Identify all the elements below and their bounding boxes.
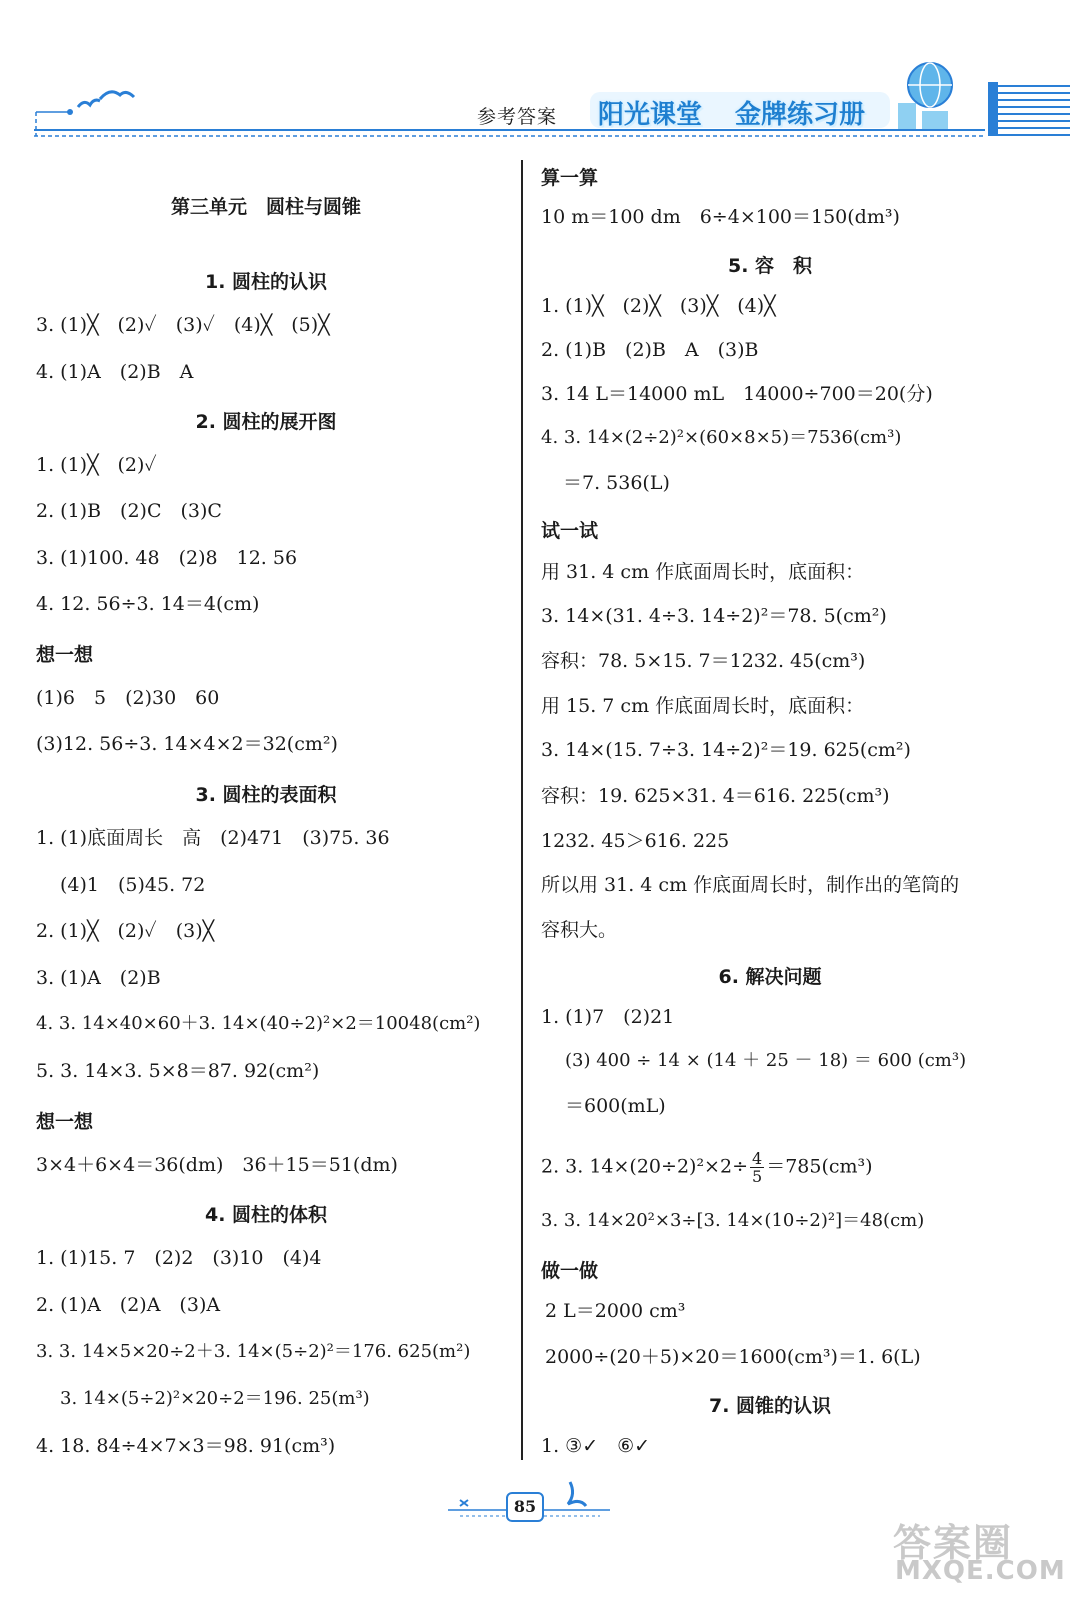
answer-line: 4. 3. 14×(2÷2)²×(60×8×5)＝7536(cm³)	[541, 427, 902, 448]
subsection-title: 做一做	[541, 1260, 599, 1282]
brand-title: 阳光课堂	[598, 100, 703, 130]
subsection-title: 想一想	[36, 1111, 94, 1133]
answer-line: 3. (1)A (2)B	[36, 967, 161, 989]
answer-line: 3. 3. 14×5×20÷2＋3. 14×(5÷2)²＝176. 625(m²)	[36, 1341, 471, 1362]
answer-line: 3. 14×(31. 4÷3. 14÷2)²＝78. 5(cm²)	[541, 605, 887, 627]
answer-line: 2 L＝2000 cm³	[545, 1300, 686, 1322]
answer-line: 容积大。	[541, 919, 618, 941]
expression-text: 2. 3. 14×(20÷2)²×2÷	[541, 1155, 748, 1178]
answer-line: 用 15. 7 cm 作底面周长时，底面积：	[541, 695, 865, 717]
answer-line: 10 m＝100 dm 6÷4×100＝150(dm³)	[541, 206, 900, 228]
page-number: 85	[506, 1492, 544, 1522]
answer-line: (3)12. 56÷3. 14×4×2＝32(cm²)	[36, 733, 338, 755]
answer-line: 容积：78. 5×15. 7＝1232. 45(cm³)	[541, 650, 866, 672]
globe-icon	[880, 55, 960, 135]
answer-line: 1. (1)底面周长 高 (2)471 (3)75. 36	[36, 827, 390, 849]
answer-line: ＝7. 536(L)	[563, 472, 670, 494]
section-title: 2. 圆柱的展开图	[195, 411, 337, 433]
answer-line: 5. 3. 14×3. 5×8＝87. 92(cm²)	[36, 1060, 320, 1082]
unit-title: 第三单元 圆柱与圆锥	[170, 196, 361, 218]
answer-line: 1. (1)╳ (2)✓	[36, 454, 157, 476]
answer-line: (1)6 5 (2)30 60	[36, 687, 220, 709]
answer-line: 4. 3. 14×40×60＋3. 14×(40÷2)²×2＝10048(cm²)	[36, 1013, 481, 1034]
subsection-title: 算一算	[541, 167, 599, 189]
answer-line: 2. (1)B (2)B A (3)B	[541, 339, 759, 361]
answer-line: 3. (1)100. 48 (2)8 12. 56	[36, 547, 298, 569]
answer-line: (4)1 (5)45. 72	[60, 874, 206, 896]
section-title: 7. 圆锥的认识	[708, 1395, 832, 1417]
subsection-title: 试一试	[541, 520, 599, 542]
subsection-title: 想一想	[36, 644, 94, 666]
watermark-url: MXQE.COM	[895, 1556, 1066, 1586]
section-title: 4. 圆柱的体积	[204, 1204, 328, 1226]
answer-line: 容积：19. 625×31. 4＝616. 225(cm³)	[541, 785, 890, 807]
section-title: 3. 圆柱的表面积	[195, 784, 337, 806]
answer-line: 1. (1)7 (2)21	[541, 1006, 675, 1028]
page-header	[0, 0, 1091, 150]
column-divider	[521, 160, 523, 1460]
answer-line: 1232. 45＞616. 225	[541, 830, 730, 852]
watermark: 答案圈	[893, 1521, 1014, 1565]
answer-line: (3) 400 ÷ 14 × (14 ＋ 25 － 18) ＝ 600 (cm³)	[565, 1050, 967, 1071]
answer-line: 1. (1)╳ (2)╳ (3)╳ (4)╳	[541, 295, 776, 317]
answer-line: 所以用 31. 4 cm 作底面周长时，制作出的笔筒的	[541, 874, 960, 896]
answer-line: 3. 3. 14×20²×3÷[3. 14×(10÷2)²]＝48(cm)	[541, 1210, 925, 1231]
answer-line: 2. (1)╳ (2)✓ (3)╳	[36, 920, 215, 942]
expression-result: ＝785(cm³)	[766, 1155, 873, 1178]
answer-line: 3. 14×(5÷2)²×20÷2＝196. 25(m³)	[60, 1388, 370, 1409]
fraction-denominator: 5	[752, 1167, 763, 1186]
section-title: 6. 解决问题	[718, 966, 822, 988]
answer-line: 4. 12. 56÷3. 14＝4(cm)	[36, 593, 260, 615]
seagulls-icon	[70, 85, 140, 120]
answer-line: 3×4＋6×4＝36(dm) 36＋15＝51(dm)	[36, 1154, 398, 1176]
answer-line: 2000÷(20＋5)×20＝1600(cm³)＝1. 6(L)	[545, 1346, 921, 1368]
answer-line: 用 31. 4 cm 作底面周长时，底面积：	[541, 561, 865, 583]
fraction	[750, 1150, 764, 1185]
answer-line: 2. (1)B (2)C (3)C	[36, 500, 222, 522]
answer-line: 1. (1)15. 7 (2)2 (3)10 (4)4	[36, 1247, 322, 1269]
answer-line: 4. 18. 84÷4×7×3＝98. 91(cm³)	[36, 1435, 336, 1457]
header-label: 参考答案	[477, 106, 558, 128]
answer-line: ＝600(mL)	[565, 1095, 666, 1117]
answer-line: 3. 14×(15. 7÷3. 14÷2)²＝19. 625(cm²)	[541, 739, 911, 761]
answer-line: 3. (1)╳ (2)✓ (3)✓ (4)╳ (5)╳	[36, 314, 330, 336]
answer-line-fraction	[541, 1150, 873, 1185]
answer-line: 3. 14 L＝14000 mL 14000÷700＝20(分)	[541, 383, 933, 405]
answer-line: 1. ③✓ ⑥✓	[541, 1435, 651, 1457]
fraction-numerator: 4	[752, 1149, 763, 1168]
brand-subtitle: 金牌练习册	[735, 100, 866, 130]
section-title: 5. 容 积	[727, 255, 813, 277]
section-title: 1. 圆柱的认识	[204, 271, 328, 293]
answer-line: 2. (1)A (2)A (3)A	[36, 1294, 221, 1316]
answer-line: 4. (1)A (2)B A	[36, 361, 194, 383]
